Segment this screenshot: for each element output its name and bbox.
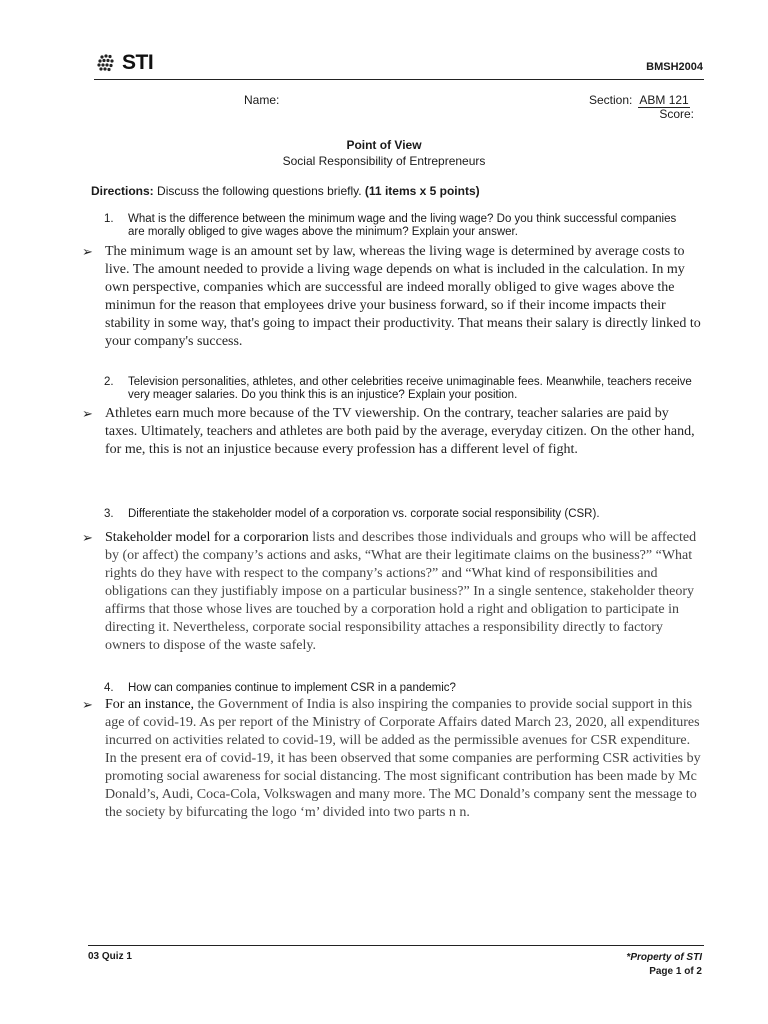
answer-text bbox=[105, 529, 702, 655]
question-3 bbox=[104, 508, 694, 521]
score-label: Score: bbox=[659, 107, 694, 121]
arrow-bullet-icon: ➢ bbox=[82, 406, 93, 421]
directions bbox=[91, 184, 480, 198]
question-text: What is the difference between the minimum wage and the living wage? Do you think successful companies are morally obliged to give wages above the minimum? Explain your answer. bbox=[128, 213, 677, 238]
answer-body: the Government of India is also inspiring the companies to provide social support in this age of covid-19. As per report of the Ministry of Corporate Affairs dated March 23, 2020, all expenditures incurred on activities related to covid-19, will be added as the permissible avenues for CSR expenditure. In the present era of covid-19, it has been observed that some companies are performing CSR activities by promoting social awareness for social distancing. The most significant contribution has been made by Mc Donald’s, Audi, Coca-Cola, Volkswagen and many more. The MC Donald’s company sent the message to the society by bifurcating the logo ‘m’ divided into two parts n n. bbox=[105, 697, 701, 820]
property-notice: *Property of STI bbox=[626, 952, 702, 963]
answer-4 bbox=[82, 696, 702, 822]
answer-lead: For an instance, bbox=[105, 697, 195, 712]
question-text: Television personalities, athletes, and other celebrities receive unimaginable fees. Meanwhile, teachers receive very meager salaries. Do you think this is an injustice? Explain your position. bbox=[128, 376, 692, 401]
question-number: 2. bbox=[104, 376, 114, 388]
answer-body: lists and describes those individuals and groups who will be affected by (or affect) the company’s actions and asks, “What are their legitimate claims on the business?” “What rights do they have with respect to the company’s actions?” and “What kind of responsibilities and obligations can they justifiably impose on a particular business?” In a single sentence, stakeholder theory affirms that those whose lives are touched by a corporation hold a right and obligation to participate in directing it. Nevertheless, corporate social responsibility attaches a responsibility directly to factory owners to dispose of the waste safely. bbox=[105, 530, 697, 653]
page-subtitle: Social Responsibility of Entrepreneurs bbox=[282, 154, 486, 168]
sti-logo-mark-icon bbox=[96, 53, 120, 73]
section-value: ABM 121 bbox=[639, 93, 689, 107]
answer-2 bbox=[82, 405, 702, 459]
question-number: 4. bbox=[104, 682, 114, 694]
question-text: How can companies continue to implement CSR in a pandemic? bbox=[128, 682, 456, 694]
footer-right bbox=[626, 951, 702, 979]
answer-text: The minimum wage is an amount set by law, whereas the living wage is determined by average costs to live. The amount needed to provide a living wage depends on what is included in the calculation. In my own perspective, companies which are successful are indeed morally obliged to give wages above the minimun for the reason that employees drive your business forward, so if their income impacts their stability in some way, that's going to impact their productivity. That means their salary is directly linked to your company's success. bbox=[105, 244, 701, 349]
page-title: Point of View bbox=[346, 138, 422, 152]
section-field bbox=[589, 93, 690, 108]
answer-lead: Stakeholder model for a corporarion bbox=[105, 530, 309, 545]
answer-3 bbox=[82, 529, 702, 655]
arrow-bullet-icon: ➢ bbox=[82, 530, 93, 545]
directions-label: Directions: bbox=[91, 184, 154, 198]
page-number: Page 1 of 2 bbox=[649, 966, 702, 977]
arrow-bullet-icon: ➢ bbox=[82, 244, 93, 259]
question-2 bbox=[104, 376, 694, 402]
arrow-bullet-icon: ➢ bbox=[82, 697, 93, 712]
sti-logo bbox=[96, 50, 153, 76]
footer-quiz-label: 03 Quiz 1 bbox=[88, 951, 132, 962]
question-1 bbox=[104, 213, 694, 239]
footer-rule bbox=[88, 945, 704, 946]
course-code: BMSH2004 bbox=[646, 61, 703, 73]
logo-text: STI bbox=[122, 51, 154, 74]
question-number: 1. bbox=[104, 213, 114, 225]
answer-text bbox=[105, 696, 702, 822]
question-number: 3. bbox=[104, 508, 114, 520]
answer-1 bbox=[82, 243, 702, 351]
header-rule bbox=[94, 79, 704, 80]
directions-points: (11 items x 5 points) bbox=[364, 184, 480, 198]
question-text: Differentiate the stakeholder model of a corporation vs. corporate social responsibility (CSR). bbox=[128, 508, 600, 520]
directions-text: Discuss the following questions briefly. bbox=[157, 184, 362, 198]
name-label: Name: bbox=[244, 93, 280, 107]
answer-text: Athletes earn much more because of the TV viewership. On the contrary, teacher salaries are paid by taxes. Ultimately, teachers and athletes are both paid by the average, everyday citizen. On the other hand, for me, this is not an injustice because every profession has a different level of fight. bbox=[105, 406, 695, 457]
section-label: Section: bbox=[589, 93, 633, 107]
question-4 bbox=[104, 682, 694, 695]
